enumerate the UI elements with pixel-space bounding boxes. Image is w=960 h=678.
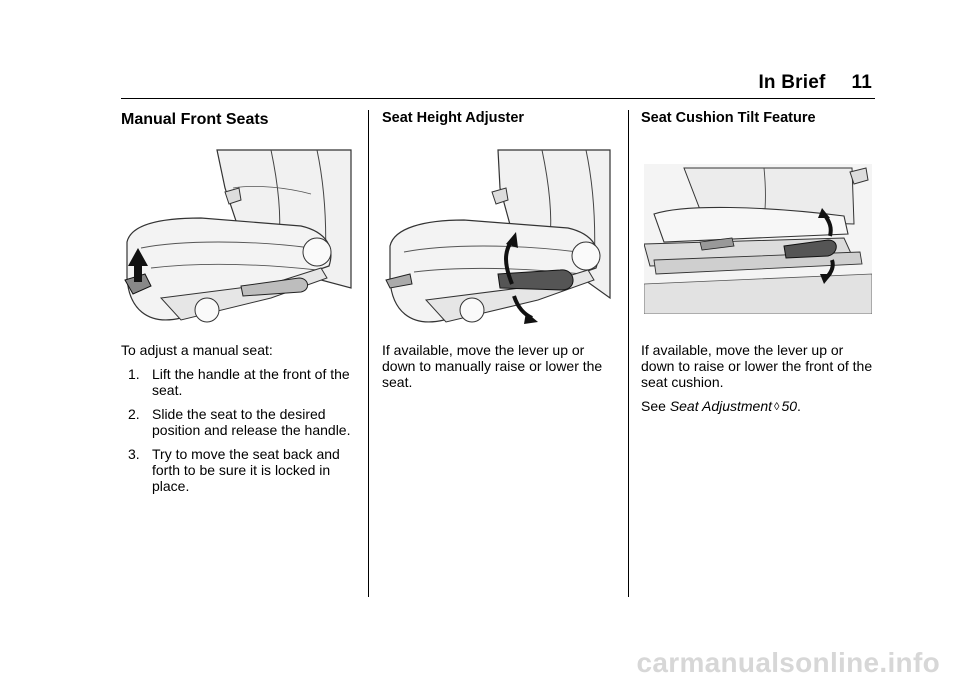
- body-text: If available, move the lever up or down to manually raise or lower the seat.: [382, 342, 603, 390]
- section-heading: Seat Height Adjuster: [382, 110, 525, 126]
- column-3-text: [641, 342, 877, 415]
- page-ref-symbol: ◊: [774, 401, 780, 413]
- see-page[interactable]: 50: [781, 398, 798, 414]
- section-heading: Manual Front Seats: [121, 111, 269, 128]
- page-number: 11: [851, 72, 872, 93]
- step-text: Lift the handle at the front of the seat.: [152, 366, 350, 398]
- step-number: 1.: [128, 366, 140, 382]
- cushion-tilt-illustration: [644, 164, 872, 314]
- column-2-text: [382, 342, 618, 390]
- column-seat-height: [382, 110, 618, 126]
- intro-text: To adjust a manual seat:: [121, 342, 273, 358]
- watermark: carmanualsonline.info: [0, 648, 960, 678]
- see-reference: [641, 398, 877, 415]
- see-link[interactable]: Seat Adjustment: [669, 398, 773, 414]
- step-number: 3.: [128, 446, 140, 462]
- step-text: Slide the seat to the desired position and release the handle.: [152, 406, 351, 438]
- see-prefix: See: [641, 398, 666, 414]
- steps-list: [121, 366, 357, 494]
- see-suffix: .: [797, 398, 801, 414]
- header-title: In Brief: [758, 72, 826, 93]
- body-text: If available, move the lever up or down to raise or lower the front of the seat cushion.: [641, 342, 873, 390]
- seat-height-illustration: [382, 148, 612, 330]
- column-divider-1: [368, 110, 369, 597]
- list-item: [121, 446, 357, 494]
- column-cushion-tilt: [641, 110, 877, 126]
- column-divider-2: [628, 110, 629, 597]
- column-1-text: [121, 342, 357, 502]
- step-text: Try to move the seat back and forth to be sure it is locked in place.: [152, 446, 340, 494]
- column-manual-front-seats: [121, 110, 357, 129]
- section-heading: Seat Cushion Tilt Feature: [641, 110, 816, 126]
- page-header: [758, 72, 872, 94]
- header-rule: [121, 98, 875, 99]
- list-item: [121, 406, 357, 438]
- step-number: 2.: [128, 406, 140, 422]
- seat-handle-illustration: [121, 148, 353, 330]
- list-item: [121, 366, 357, 398]
